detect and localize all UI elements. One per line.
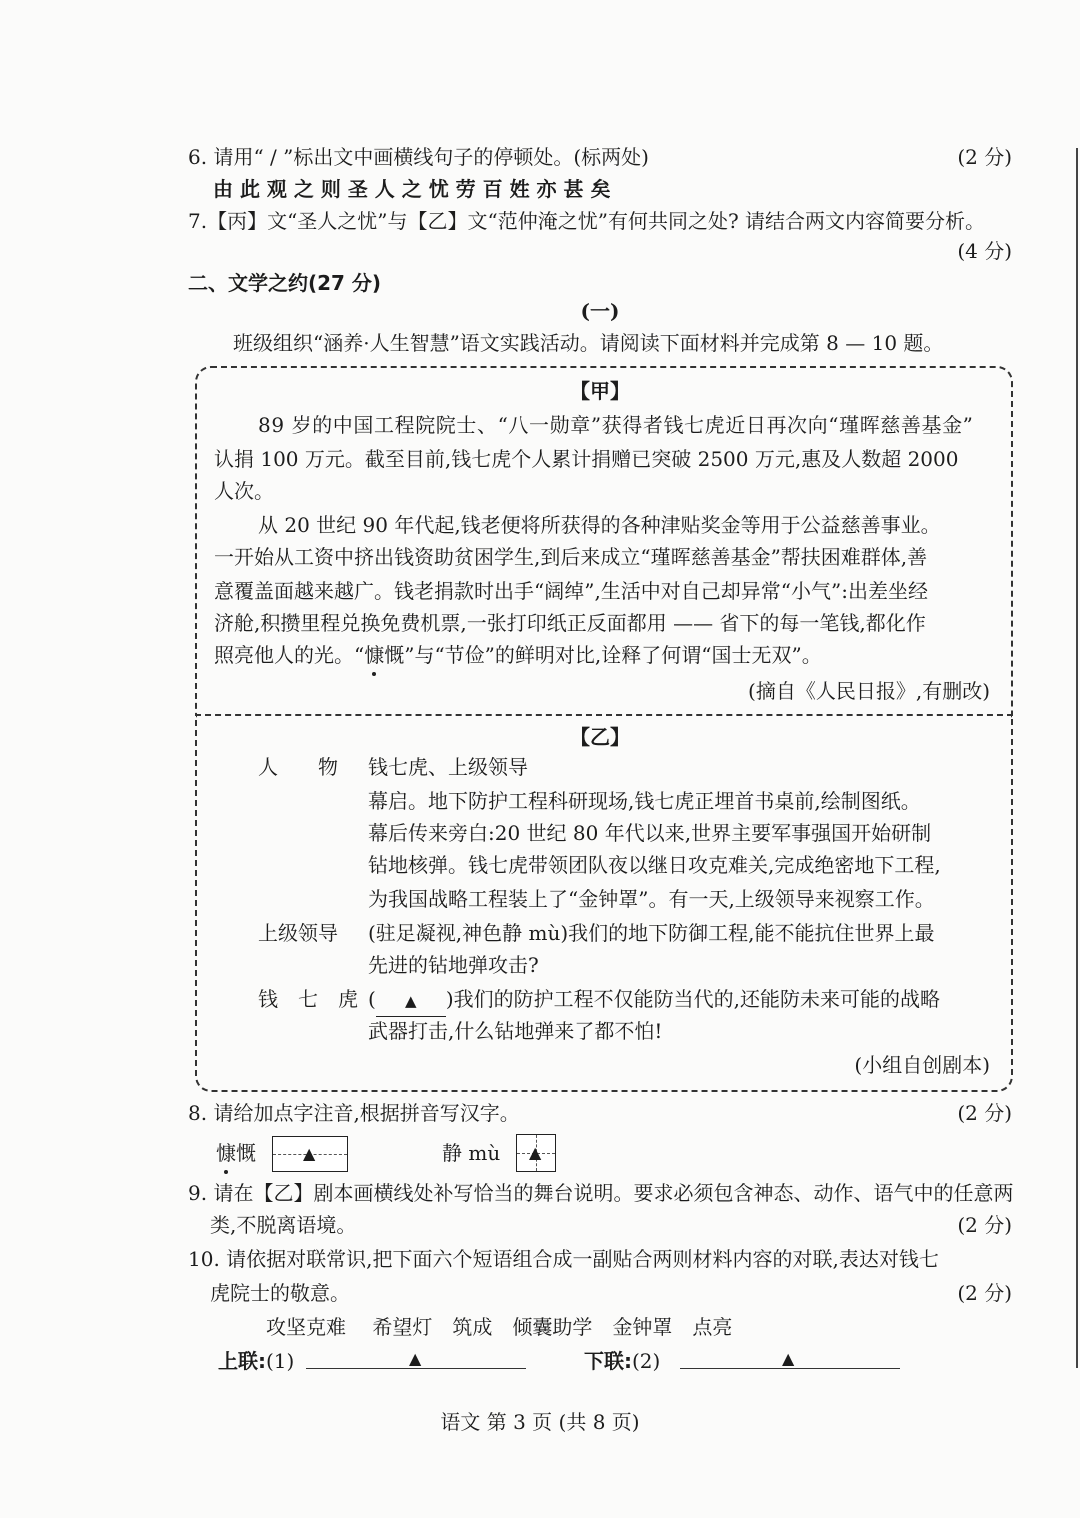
jia-line: 一开始从工资中挤出钱资助贫困学生,到后来成立“瑾晖慈善基金”帮扶困难群体,善 bbox=[214, 545, 928, 569]
question-9-line2: 类,不脱离语境。 bbox=[210, 1213, 357, 1237]
upper-couplet-answer-line[interactable] bbox=[306, 1368, 526, 1369]
jia-line bbox=[214, 640, 822, 670]
yi-text: )我们的防护工程不仅能防当代的,还能防未来可能的战略 bbox=[445, 987, 940, 1011]
jia-line: 认捐 100 万元。截至目前,钱七虎个人累计捐赠已突破 2500 万元,惠及人数超 2000 bbox=[214, 447, 959, 471]
triangle-icon: ▲ bbox=[303, 1144, 316, 1163]
jia-line: 从 20 世纪 90 年代起,钱老便将所获得的各种津贴奖金等用于公益慈善事业。 bbox=[258, 513, 941, 537]
question-10-line2: 虎院士的敬意。 bbox=[210, 1281, 350, 1305]
lower-label: 下联: bbox=[584, 1349, 632, 1373]
jia-line: 意覆盖面越来越广。钱老捐款时出手“阔绰”,生活中对自己却异常“小气”:出差坐经 bbox=[214, 579, 928, 603]
q8-char: 慨 bbox=[236, 1141, 256, 1165]
yi-speaker: 钱 七 虎 bbox=[258, 987, 358, 1011]
yi-dialogue: 武器打击,什么钻地弹来了都不怕! bbox=[368, 1019, 663, 1043]
yi-stage-direction: 幕后传来旁白:20 世纪 80 年代以来,世界主要军事强国开始研制 bbox=[368, 821, 932, 845]
phrase: 希望灯 bbox=[372, 1315, 433, 1339]
material-yi-label: 【乙】 bbox=[570, 725, 630, 749]
phrase: 金钟罩 bbox=[612, 1315, 673, 1339]
yi-speaker: 上级领导 bbox=[258, 921, 338, 945]
phrase: 倾囊助学 bbox=[512, 1315, 593, 1339]
page-footer: 语文 第 3 页 (共 8 页) bbox=[440, 1410, 640, 1434]
yi-dialogue: (驻足凝视,神色静 mù)我们的地下防御工程,能不能抗住世界上最 bbox=[368, 921, 935, 945]
dotted-char: 慷 bbox=[216, 1138, 236, 1168]
hanzi-answer-box[interactable] bbox=[516, 1134, 556, 1172]
phrase-list bbox=[266, 1312, 732, 1342]
jia-line: 89 岁的中国工程院院士、“八一勋章”获得者钱七虎近日再次向“瑾晖慈善基金” bbox=[258, 413, 974, 437]
q8-word1 bbox=[216, 1138, 256, 1168]
stage-direction-blank[interactable] bbox=[376, 984, 446, 1017]
question-6: 6. 请用“ / ”标出文中画横线句子的停顿处。(标两处) bbox=[188, 145, 649, 169]
section-subtitle: (一) bbox=[580, 299, 620, 323]
jia-text: 照亮他人的光。“ bbox=[214, 643, 365, 667]
lower-couplet-label bbox=[584, 1346, 660, 1376]
dotted-char: 慷 bbox=[364, 640, 384, 670]
question-8: 8. 请给加点字注音,根据拼音写汉字。 bbox=[188, 1101, 520, 1125]
question-8-points: (2 分) bbox=[957, 1101, 1012, 1125]
phrase: 攻坚克难 bbox=[266, 1315, 346, 1339]
section-intro: 班级组织“涵养·人生智慧”语文实践活动。请阅读下面材料并完成第 8 — 10 题。 bbox=[233, 331, 944, 355]
triangle-icon: ▲ bbox=[409, 1349, 422, 1368]
phrase: 筑成 bbox=[452, 1315, 493, 1339]
material-jia-label: 【甲】 bbox=[570, 379, 630, 403]
yi-stage-direction: 幕启。地下防护工程科研现场,钱七虎正埋首书桌前,绘制图纸。 bbox=[368, 789, 921, 813]
jia-line: 济舱,积攒里程兑换免费机票,一张打印纸正反面都用 —— 省下的每一笔钱,都化作 bbox=[214, 611, 926, 635]
question-7: 7.【丙】文“圣人之忧”与【乙】文“范仲淹之忧”有何共同之处? 请结合两文内容简要分析。 bbox=[188, 209, 986, 233]
yi-stage-direction: 钻地核弹。钱七虎带领团队夜以继日攻克难关,完成绝密地下工程, bbox=[368, 853, 941, 877]
question-9-points: (2 分) bbox=[957, 1213, 1012, 1237]
page-edge-line bbox=[1076, 148, 1078, 1368]
jia-source: (摘自《人民日报》,有删改) bbox=[748, 679, 990, 703]
yi-roles: 钱七虎、上级领导 bbox=[368, 755, 528, 779]
yi-dialogue: 先进的钻地弹攻击? bbox=[368, 953, 539, 977]
paren: ( bbox=[368, 987, 376, 1011]
yi-dialogue bbox=[368, 984, 940, 1017]
triangle-icon: ▲ bbox=[529, 1143, 542, 1162]
question-6-points: (2 分) bbox=[957, 145, 1012, 169]
question-10: 10. 请依据对联常识,把下面六个短语组合成一副贴合两则材料内容的对联,表达对钱七 bbox=[188, 1247, 939, 1271]
question-7-points: (4 分) bbox=[957, 239, 1012, 263]
upper-num: (1) bbox=[266, 1349, 295, 1373]
yi-source: (小组自创剧本) bbox=[854, 1053, 990, 1077]
section-title: 二、文学之约(27 分) bbox=[188, 271, 382, 295]
upper-label: 上联: bbox=[218, 1349, 266, 1373]
triangle-icon: ▲ bbox=[782, 1349, 795, 1368]
q8-word2: 静 mù bbox=[442, 1141, 501, 1165]
question-10-points: (2 分) bbox=[957, 1281, 1012, 1305]
question-6-sentence: 由 此 观 之 则 圣 人 之 忧 劳 百 姓 亦 甚 矣 bbox=[213, 177, 611, 201]
jia-line: 人次。 bbox=[214, 479, 274, 503]
phrase: 点亮 bbox=[692, 1315, 733, 1339]
lower-num: (2) bbox=[632, 1349, 661, 1373]
yi-stage-direction: 为我国战略工程装上了“金钟罩”。有一天,上级领导来视察工作。 bbox=[368, 887, 935, 911]
question-9: 9. 请在【乙】剧本画横线处补写恰当的舞台说明。要求必须包含神态、动作、语气中的任意两 bbox=[188, 1181, 1014, 1205]
triangle-icon: ▲ bbox=[405, 992, 417, 1010]
lower-couplet-answer-line[interactable] bbox=[680, 1368, 900, 1369]
jia-text: 慨”与“节俭”的鲜明对比,诠释了何谓“国士无双”。 bbox=[384, 643, 822, 667]
pinyin-answer-box[interactable] bbox=[272, 1136, 348, 1172]
upper-couplet-label bbox=[218, 1346, 294, 1376]
yi-roles-label: 人 物 bbox=[258, 755, 338, 779]
